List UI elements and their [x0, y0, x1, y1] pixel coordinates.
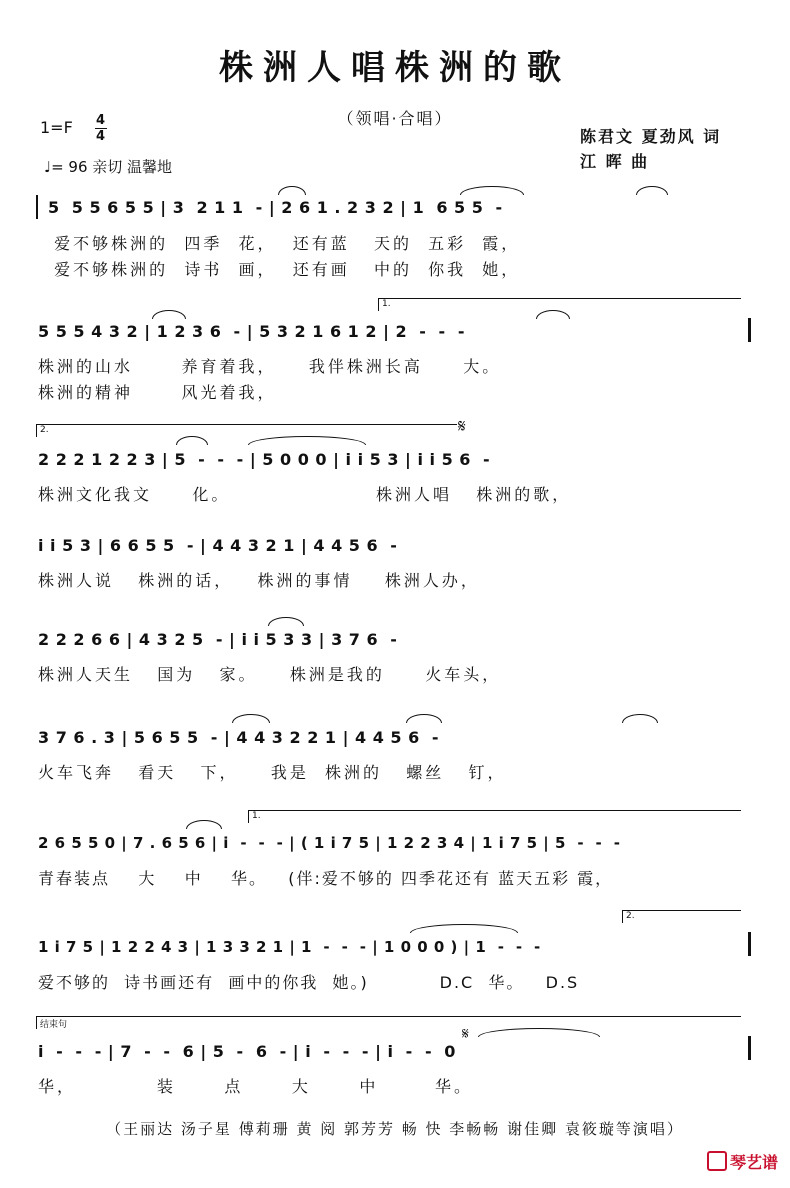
song-title: 株洲人唱株洲的歌	[219, 48, 571, 88]
tie-mark	[406, 714, 442, 723]
song-subtitle: （领唱·合唱）	[337, 109, 453, 128]
final-barline	[748, 1036, 751, 1060]
lyric-row-4: 株洲人说 株洲的话， 株洲的事情 株洲人办，	[38, 571, 480, 590]
tempo-marking: ♩= 96 亲切 温馨地	[44, 158, 173, 176]
site-logo: 琴艺谱	[707, 1150, 778, 1173]
tie-mark	[410, 924, 518, 933]
volta-bracket-1: 1.	[378, 298, 741, 311]
volta-bracket-2: 2.	[36, 424, 457, 437]
key-signature: 1=F	[40, 118, 73, 137]
lyricist-credit: 陈君文 夏劲风 词	[580, 127, 722, 146]
segno-sign: 𝄋	[458, 416, 466, 437]
tie-mark	[186, 820, 222, 829]
time-signature-top: 4	[96, 113, 106, 128]
tie-mark	[248, 436, 366, 445]
notation-row-3: 2 2 2 1 2 2 3 | 5 - - - | 5 0 0 0 | i i 5 3 | i i 5 6 -	[38, 450, 491, 469]
lyric-row-2-verse-1: 株洲的山水 养育着我， 我伴株洲长高 大。	[38, 357, 502, 376]
notation-row-2: 5 5 5 4 3 2 | 1 2 3 6 - | 5 3 2 1 6 1 2 | 2 - - -	[38, 322, 465, 341]
repeat-end-barline	[748, 932, 751, 956]
tie-mark	[278, 186, 306, 195]
tie-mark	[460, 186, 524, 195]
composer-credit: 江 晖 曲	[580, 152, 650, 171]
lyric-row-3: 株洲文化我文 化。 株洲人唱 株洲的歌，	[38, 485, 572, 504]
notation-row-8: 1 i 7 5 | 1 2 2 4 3 | 1 3 3 2 1 | 1 - - - | 1 0 0 0 ) | 1 - - -	[38, 938, 541, 956]
tie-mark	[536, 310, 570, 319]
tie-mark	[268, 617, 304, 626]
tie-mark	[622, 714, 658, 723]
tie-mark	[232, 714, 270, 723]
notation-row-4: i i 5 3 | 6 6 5 5 - | 4 4 3 2 1 | 4 4 5 6 -	[38, 536, 398, 555]
performers-credit: （王丽达 汤子星 傅莉珊 黄 阅 郭芳芳 畅 快 李畅畅 谢佳卿 袁筱璇等演唱）	[106, 1120, 684, 1138]
tie-mark	[152, 310, 186, 319]
notation-row-1: 5 5 5 6 5 5 | 3 2 1 1 - | 2 6 1 . 2 3 2 | 1 6 5 5 -	[48, 198, 503, 217]
repeat-end-barline	[748, 318, 751, 342]
volta-bracket-ending: 结束句	[36, 1016, 741, 1029]
tie-mark	[636, 186, 668, 195]
lyric-row-8: 爱不够的 诗书画还有 画中的你我 她。) D.C 华。 D.S	[38, 973, 580, 992]
time-signature-bottom: 4	[96, 129, 106, 144]
notation-row-9: i - - - | 7 - - 6 | 5 - 6 - | i - - - | i - - 0	[38, 1042, 456, 1061]
logo-icon	[707, 1151, 727, 1171]
tie-mark	[176, 436, 208, 445]
lyric-row-5: 株洲人天生 国为 家。 株洲是我的 火车头，	[38, 665, 502, 684]
lyric-row-6: 火车飞奔 看天 下， 我是 株洲的 螺丝 钉，	[38, 763, 507, 782]
lyric-row-1-verse-2: 爱不够株洲的 诗书 画， 还有画 中的 你我 她，	[38, 260, 521, 279]
lyric-row-2-verse-2: 株洲的精神 风光着我，	[38, 383, 277, 402]
volta-bracket-2b: 2.	[622, 910, 741, 923]
lyric-row-9: 华， 装 点 大 中 华。	[38, 1077, 474, 1096]
segno-sign-2: 𝄋	[462, 1024, 469, 1043]
lyric-row-1-verse-1: 爱不够株洲的 四季 花， 还有蓝 天的 五彩 霞，	[38, 234, 521, 253]
volta-bracket-1b: 1.	[248, 810, 741, 823]
notation-row-5: 2 2 2 6 6 | 4 3 2 5 - | i i 5 3 3 | 3 7 6 -	[38, 630, 398, 649]
repeat-start-barline	[36, 195, 38, 219]
lyric-row-7: 青春装点 大 中 华。 (伴:爱不够的 四季花还有 蓝天五彩 霞，	[38, 869, 614, 888]
notation-row-6: 3 7 6 . 3 | 5 6 5 5 - | 4 4 3 2 2 1 | 4 4 5 6 -	[38, 728, 440, 747]
notation-row-7: 2 6 5 5 0 | 7 . 6 5 6 | i - - - | ( 1 i 7 5 | 1 2 2 3 4 | 1 i 7 5 | 5 - - -	[38, 834, 621, 852]
tie-mark	[478, 1028, 600, 1037]
